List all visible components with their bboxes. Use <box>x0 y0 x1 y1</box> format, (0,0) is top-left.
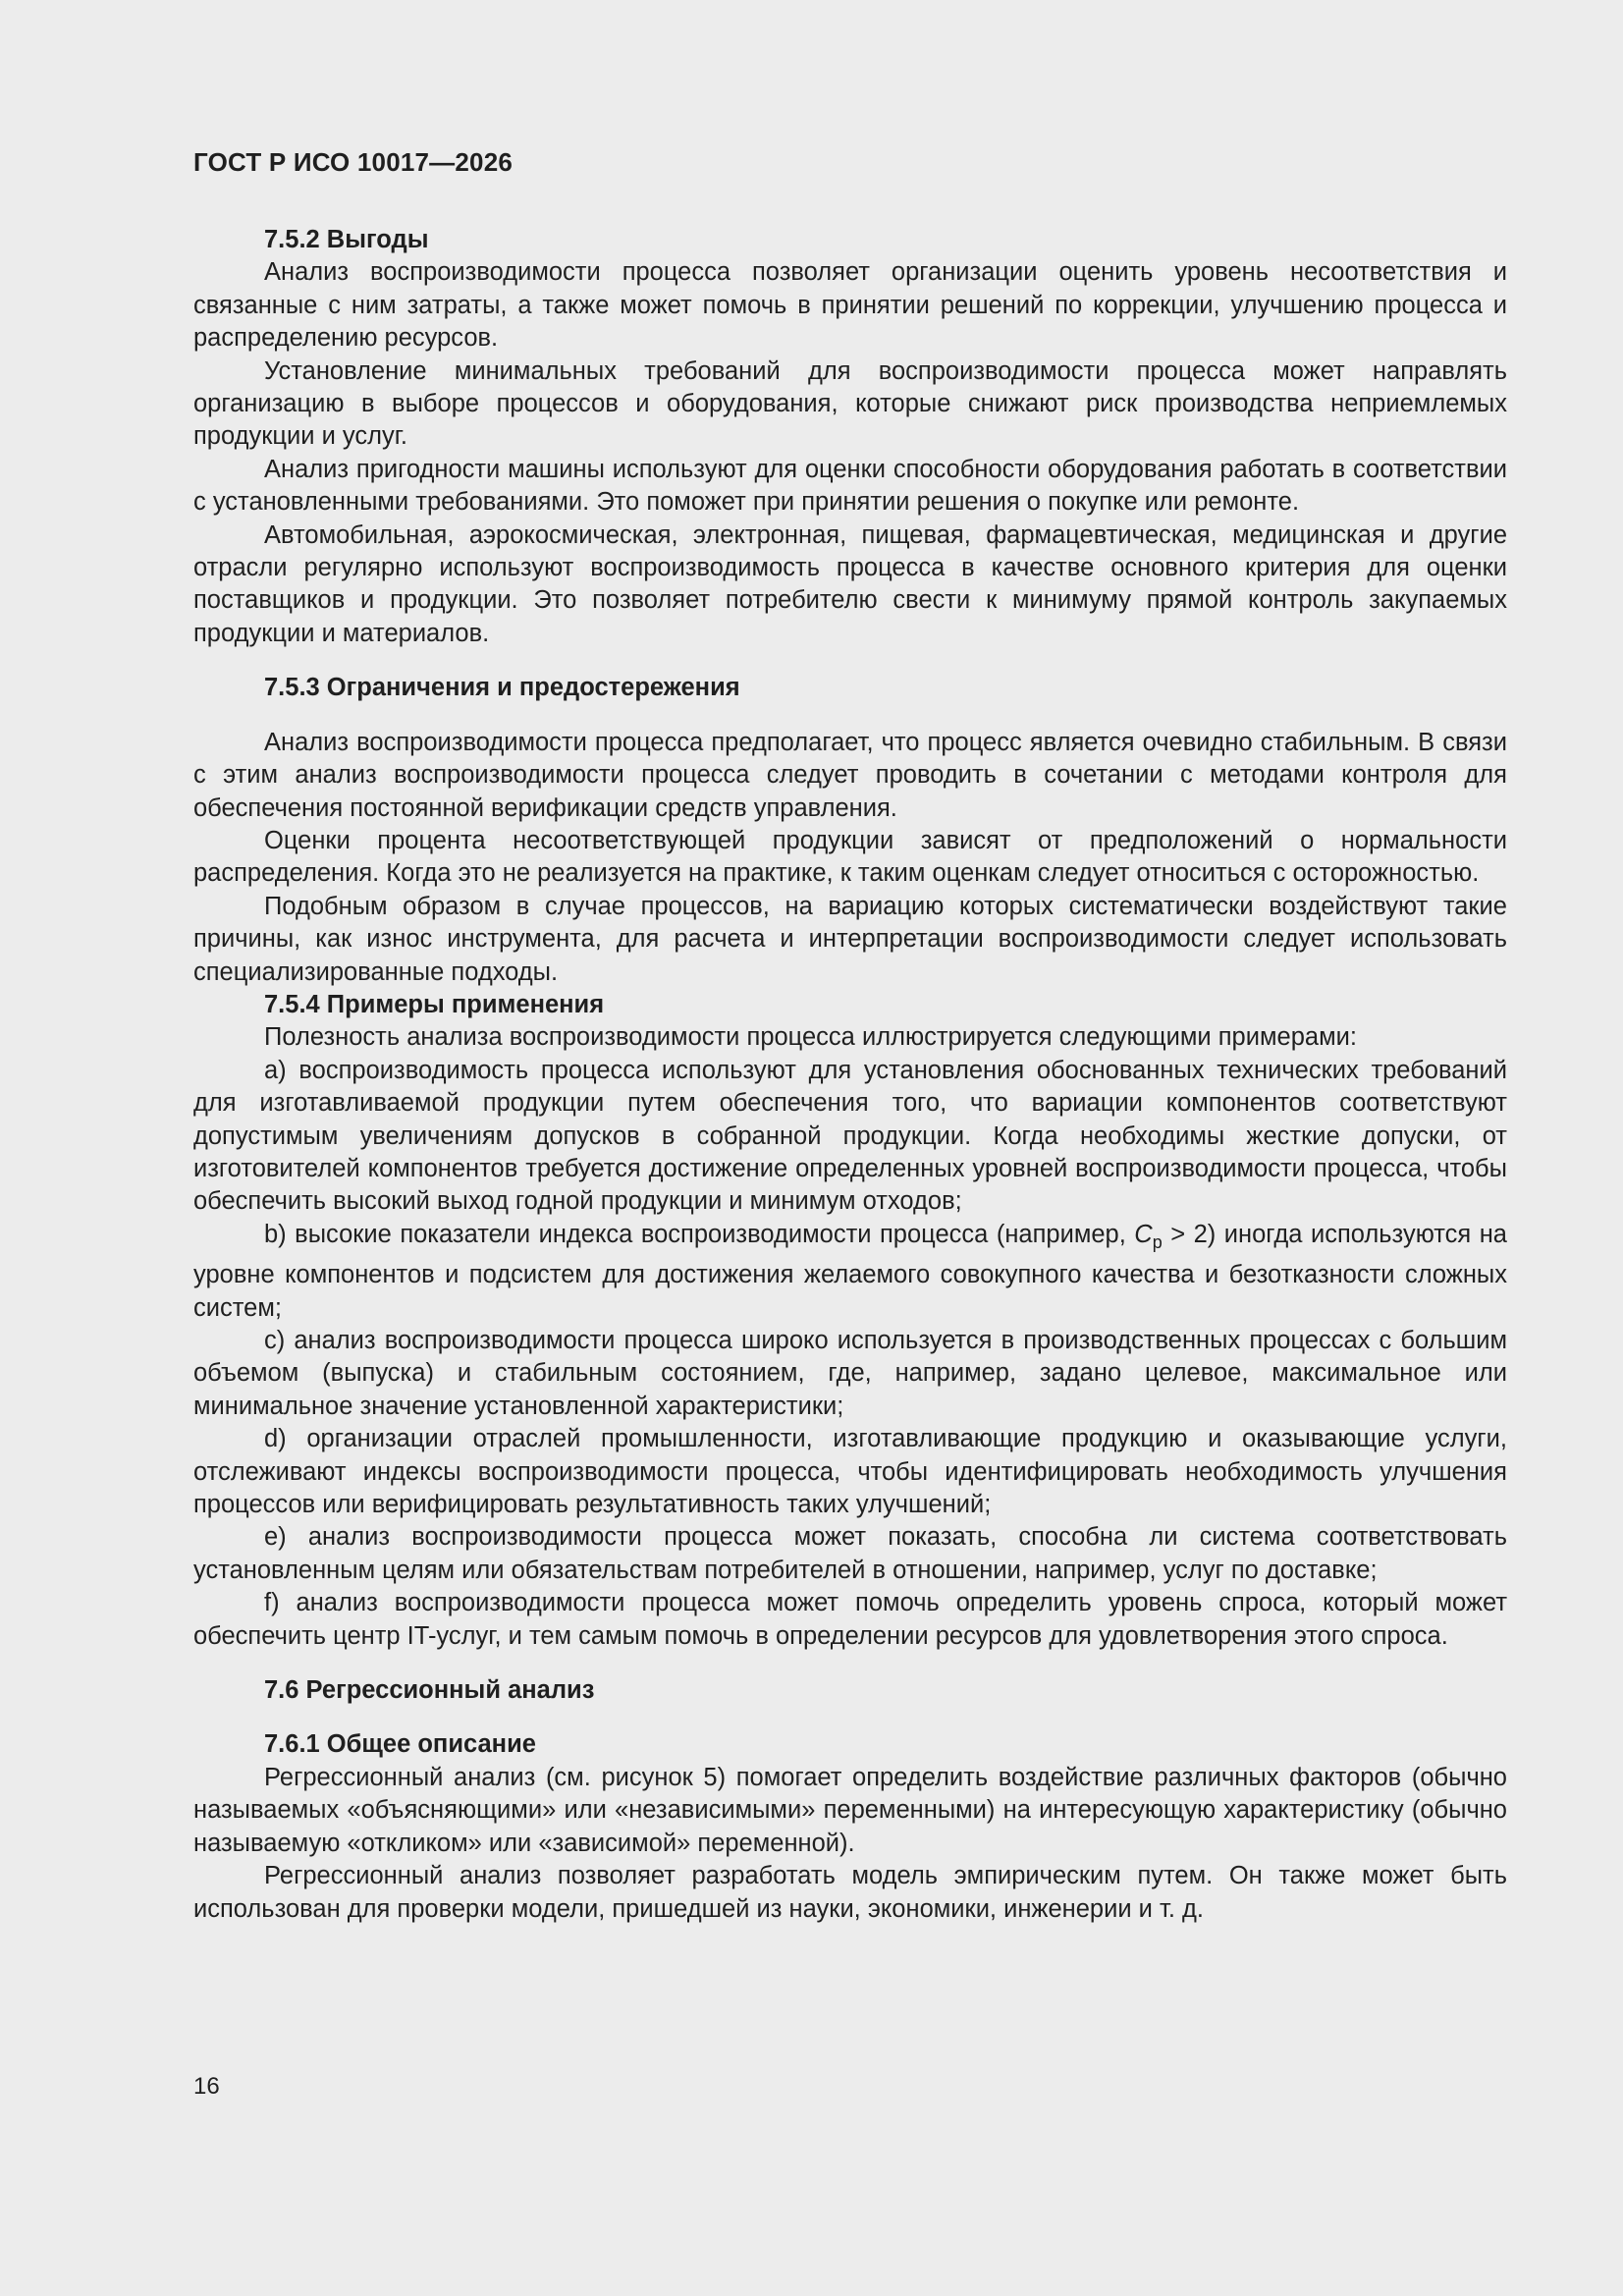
cp-subscript: p <box>1152 1231 1163 1252</box>
section-heading-7-6-1: 7.6.1 Общее описание <box>264 1730 536 1759</box>
paragraph: Анализ воспроизводимости процесса предполагает, что процесс является очевидно стабильным. В связи с этим анализ воспроизводимости процесса следует проводить в сочетании с методами контроля для обеспечения постоянной верификации средств управления. <box>193 728 1507 822</box>
paragraph: Полезность анализа воспроизводимости процесса иллюстрируется следующими примерами: <box>264 1023 1357 1052</box>
paragraph: Подобным образом в случае процессов, на вариацию которых систематически воздействуют такие причины, как износ инструмента, для расчета и интерпретации воспроизводимости следует использовать специализированные подходы. <box>193 892 1507 986</box>
paragraph: Анализ пригодности машины используют для оценки способности оборудования работать в соответствии с установленными требованиями. Это поможет при принятии решения о покупке или ремонте. <box>193 455 1507 517</box>
list-item-f: f) анализ воспроизводимости процесса может помочь определить уровень спроса, который может обеспечить центр IT-услуг, и тем самым помочь в определении ресурсов для удовлетворения этого спроса. <box>193 1589 1507 1650</box>
section-heading-7-5-4: 7.5.4 Примеры применения <box>264 990 605 1018</box>
paragraph: Анализ воспроизводимости процесса позволяет организации оценить уровень несоответствия и связанные с ним затраты, а также может помочь в принятии решений по коррекции, улучшению процесса и распределению ресурсов. <box>193 258 1507 353</box>
paragraph: Регрессионный анализ (см. рисунок 5) помогает определить воздействие различных факторов (обычно называемых «объясняющими» или «независимыми» переменными) на интересующую характеристику (обычно называемую «откликом» или «зависимой» переменной). <box>193 1763 1507 1857</box>
paragraph: Оценки процента несоответствующей продукции зависят от предположений о нормальности распределения. Когда это не реализуется на практике, к таким оценкам следует относиться с осторожностью. <box>193 826 1507 888</box>
cp-symbol: C <box>1134 1220 1153 1248</box>
list-item-b-text-end: > 2) иногда используются на уровне компонентов и подсистем для достижения желаемого совокупного качества и безотказности сложных систем; <box>193 1220 1507 1322</box>
list-item-a: а) воспроизводимость процесса используют для установления обоснованных технических требований для изготавливаемой продукции путем обеспечения того, что вариации компонентов соответствуют допустимым увеличениям допусков в собранной продукции. Когда необходимы жесткие допуски, от изготовителей компонентов требуется достижение определенных уровней воспроизводимости процесса, чтобы обеспечить высокий выход годной продукции и минимум отходов; <box>193 1056 1507 1216</box>
section-heading-7-6: 7.6 Регрессионный анализ <box>264 1676 595 1705</box>
page-content <box>193 224 1507 1926</box>
page-number: 16 <box>193 2073 220 2100</box>
paragraph: Установление минимальных требований для воспроизводимости процесса может направлять организацию в выборе процессов и оборудования, которые снижают риск производства неприемлемых продукции и услуг. <box>193 356 1507 451</box>
document-header: ГОСТ Р ИСО 10017—2026 <box>193 147 514 177</box>
list-item-b <box>193 1219 1507 1325</box>
list-item-b-text: b) высокие показатели индекса воспроизводимости процесса (например, <box>264 1220 1135 1248</box>
section-heading-7-5-3: 7.5.3 Ограничения и предостережения <box>264 674 740 702</box>
list-item-e: e) анализ воспроизводимости процесса может показать, способна ли система соответствовать установленным целям или обязательствам потребителей в отношении, например, услуг по доставке; <box>193 1523 1507 1584</box>
paragraph: Регрессионный анализ позволяет разработать модель эмпирическим путем. Он также может быть использован для проверки модели, пришедшей из науки, экономики, инженерии и т. д. <box>193 1862 1507 1923</box>
list-item-d: d) организации отраслей промышленности, изготавливающие продукцию и оказывающие услуги, отслеживают индексы воспроизводимости процесса, чтобы идентифицировать необходимость улучшения процессов или верифицировать результативность таких улучшений; <box>193 1425 1507 1519</box>
list-item-c: c) анализ воспроизводимости процесса широко используется в производственных процессах с большим объемом (выпуска) и стабильным состоянием, где, например, задано целевое, максимальное или минимальное значение установленной характеристики; <box>193 1327 1507 1420</box>
paragraph: Автомобильная, аэрокосмическая, электронная, пищевая, фармацевтическая, медицинская и другие отрасли регулярно используют воспроизводимость процесса в качестве основного критерия для оценки поставщиков и продукции. Это позволяет потребителю свести к минимуму прямой контроль закупаемых продукции и материалов. <box>193 520 1507 647</box>
section-heading-7-5-2: 7.5.2 Выгоды <box>264 226 429 253</box>
